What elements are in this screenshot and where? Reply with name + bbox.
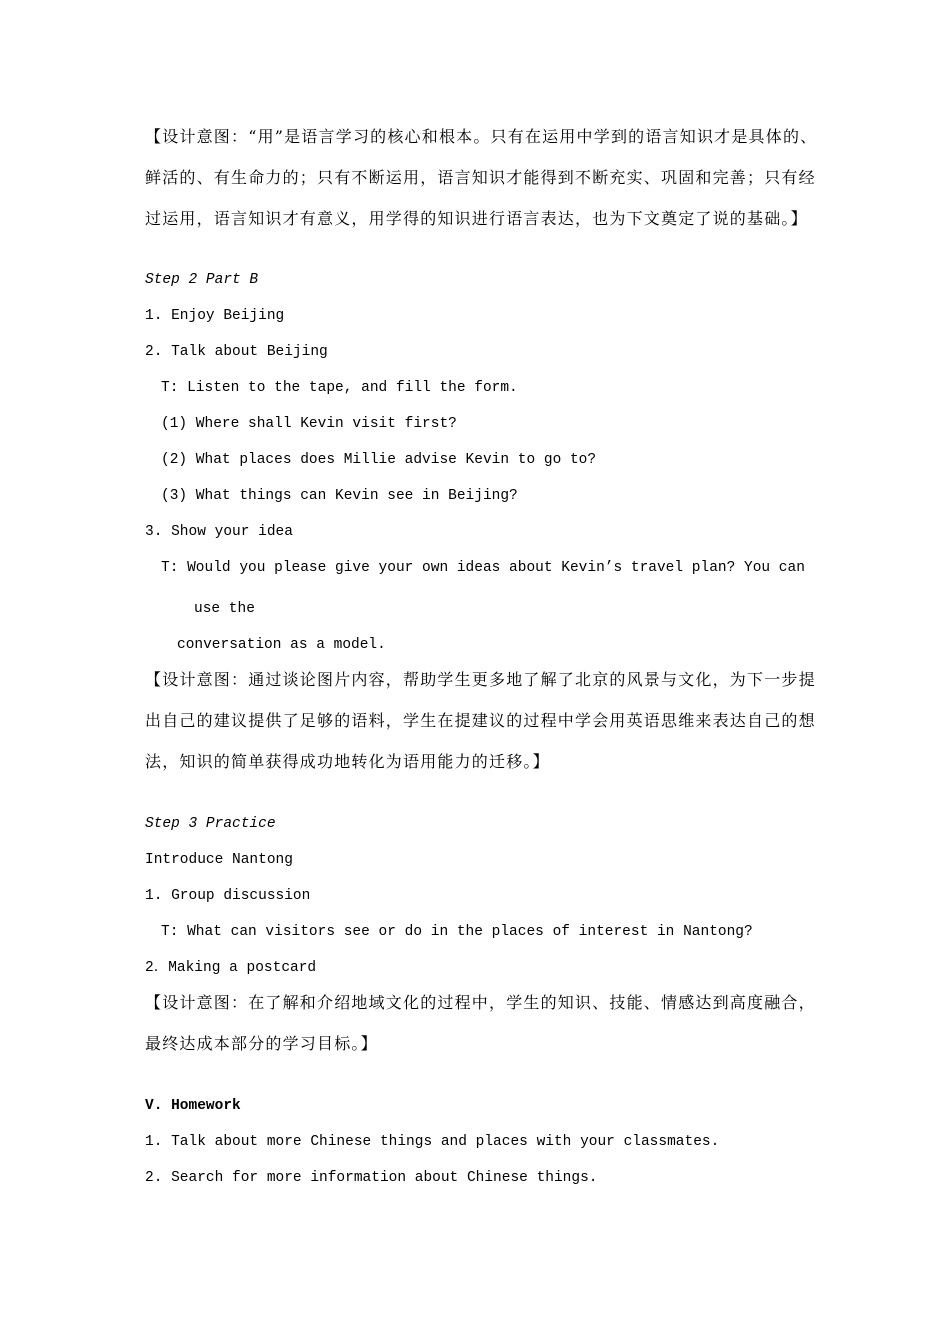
step-3-teacher-question: T: What can visitors see or do in the places of interest in Nantong? — [161, 924, 753, 940]
step-2-item-1: 1. Enjoy Beijing — [145, 308, 285, 324]
design-intent-2-line-3: 法，知识的简单获得成功地转化为语用能力的迁移。】 — [145, 752, 550, 771]
step-2-question-2: (2) What places does Millie advise Kevin to go to? — [161, 452, 597, 468]
design-intent-1-line-1: 【设计意图：“用”是语言学习的核心和根本。只有在运用中学到的语言知识才是具体的、 — [145, 127, 818, 146]
step-2-teacher-question-cont-2: conversation as a model. — [177, 637, 386, 653]
step-2-question-3: (3) What things can Kevin see in Beijing? — [161, 488, 518, 504]
step-3-item-2: 2．Making a postcard — [145, 960, 317, 976]
design-intent-2-line-1: 【设计意图：通过谈论图片内容，帮助学生更多地了解了北京的风景与文化，为下一步提 — [145, 670, 816, 689]
step-2-teacher-instruction: T: Listen to the tape, and fill the form. — [161, 380, 518, 396]
design-intent-1-line-2: 鲜活的、有生命力的；只有不断运用，语言知识才能得到不断充实、巩固和完善；只有经 — [145, 168, 816, 187]
step-2-heading: Step 2 Part B — [145, 272, 259, 288]
step-3-heading: Step 3 Practice — [145, 816, 276, 832]
step-2-item-2: 2. Talk about Beijing — [145, 344, 328, 360]
design-intent-1-line-3: 过运用，语言知识才有意义，用学得的知识进行语言表达，也为下文奠定了说的基础。】 — [145, 209, 808, 228]
homework-item-2: 2. Search for more information about Chinese things. — [145, 1170, 598, 1186]
step-2-teacher-question-cont-1: use the — [194, 601, 255, 617]
homework-item-1: 1. Talk about more Chinese things and places with your classmates. — [145, 1134, 720, 1150]
step-2-item-3: 3. Show your idea — [145, 524, 293, 540]
step-2-teacher-question: T: Would you please give your own ideas about Kevin’s travel plan? You can — [161, 560, 805, 576]
design-intent-2-line-2: 出自己的建议提供了足够的语料，学生在提建议的过程中学会用英语思维来表达自己的想 — [145, 711, 816, 730]
step-3-intro: Introduce Nantong — [145, 852, 293, 868]
homework-heading: V. Homework — [145, 1098, 241, 1114]
step-2-question-1: (1) Where shall Kevin visit first? — [161, 416, 457, 432]
design-intent-3-line-2: 最终达成本部分的学习目标。】 — [145, 1034, 378, 1053]
design-intent-3-line-1: 【设计意图：在了解和介绍地域文化的过程中，学生的知识、技能、情感达到高度融合， — [145, 993, 816, 1012]
step-3-item-1: 1. Group discussion — [145, 888, 311, 904]
